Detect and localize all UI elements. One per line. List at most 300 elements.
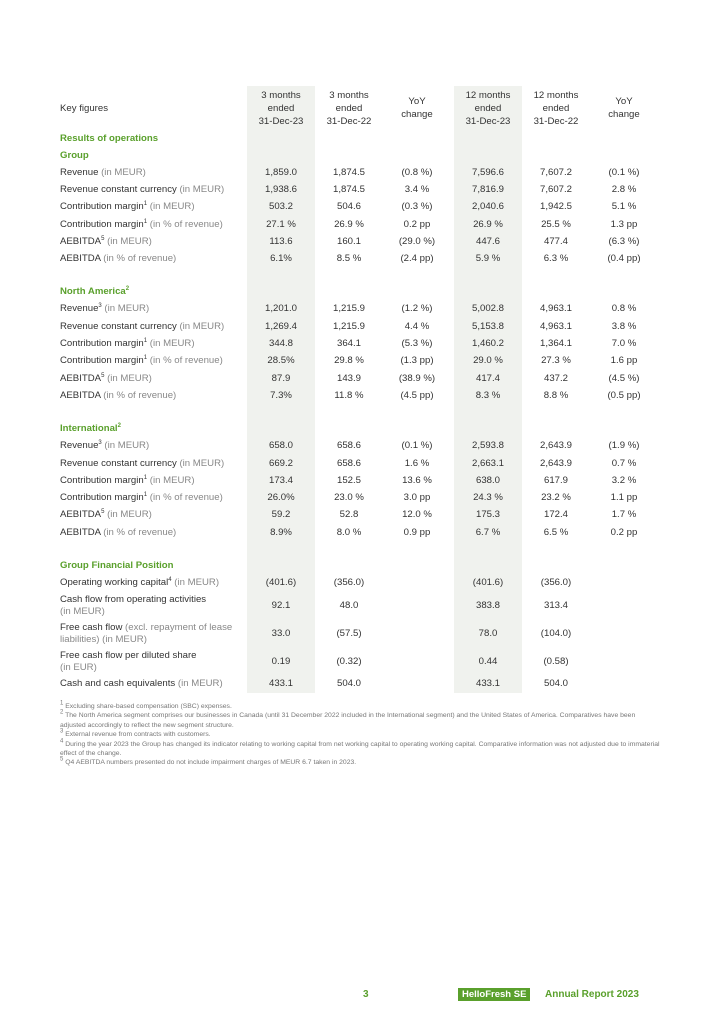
table-row — [57, 370, 658, 387]
row-label-text: AEBITDA — [60, 509, 102, 521]
section-title — [57, 147, 247, 164]
row-label — [57, 592, 247, 620]
header-line: YoY — [615, 96, 633, 107]
value-cell: 26.9 % — [334, 218, 364, 230]
value-cell — [590, 620, 658, 648]
value-cell: 160.1 — [336, 235, 361, 247]
value-cell — [590, 648, 658, 676]
empty-cell — [383, 268, 451, 284]
value-cell: 2,593.8 — [454, 438, 522, 455]
row-label — [57, 620, 247, 648]
value-cell: 173.4 — [247, 472, 315, 489]
footnote — [60, 702, 660, 711]
value-cell: 0.8 % — [611, 303, 637, 315]
row-label — [57, 676, 247, 693]
table-row — [57, 164, 658, 181]
value-cell: 1,942.5 — [539, 201, 572, 213]
value-cell: 6.3 % — [543, 253, 569, 265]
header-line: 12 months — [465, 89, 511, 101]
empty-cell — [247, 541, 315, 557]
value-cell: (4.5 pp) — [400, 389, 434, 401]
value-cell: (0.4 pp) — [607, 253, 641, 265]
value-cell: 638.0 — [454, 472, 522, 489]
row-label — [57, 353, 247, 370]
value-cell: 1,859.0 — [247, 164, 315, 181]
section-title-text: Group — [60, 149, 89, 161]
empty-cell — [315, 557, 383, 574]
section-title-text: International — [60, 423, 118, 435]
row-label — [57, 455, 247, 472]
header-col — [315, 86, 383, 130]
table-row — [57, 620, 658, 648]
spacer-row — [57, 268, 658, 284]
value-cell: 1,938.6 — [247, 181, 315, 198]
row-unit: (in MEUR) — [176, 457, 225, 469]
footnote-ref: 5 — [101, 372, 105, 379]
value-cell: 1,364.1 — [539, 338, 572, 350]
value-cell: 1.6 % — [404, 457, 430, 469]
row-label-text: Cash flow from operating activities — [60, 593, 207, 605]
table-row — [57, 387, 658, 404]
row-label-text: AEBITDA — [60, 253, 101, 265]
value-cell: (356.0) — [540, 576, 572, 588]
value-cell: 172.4 — [543, 509, 568, 521]
empty-cell — [454, 541, 522, 557]
value-cell — [383, 592, 451, 620]
value-cell: 7,596.6 — [454, 164, 522, 181]
footnote-number: 1 — [60, 700, 64, 707]
value-cell: 25.5 % — [541, 218, 571, 230]
value-cell — [590, 574, 658, 591]
row-label-text: Contribution margin — [60, 201, 144, 213]
value-cell: 1,460.2 — [454, 335, 522, 352]
header-line: ended — [267, 102, 295, 114]
row-label — [57, 438, 247, 455]
empty-cell — [522, 557, 590, 574]
table-row — [57, 676, 658, 693]
empty-cell — [522, 421, 590, 438]
row-label-text: Free cash flow — [60, 621, 123, 633]
report-title: Annual Report 2023 — [545, 989, 639, 1000]
value-cell: 4,963.1 — [539, 303, 572, 315]
row-label-text: Operating working capital — [60, 576, 169, 588]
row-label-text: AEBITDA — [60, 235, 102, 247]
empty-cell — [454, 405, 522, 421]
row-label-text: Cash and cash equivalents — [60, 678, 176, 690]
table-row — [57, 507, 658, 524]
footnote-ref: 3 — [98, 440, 102, 447]
value-cell: 504.0 — [543, 678, 568, 690]
row-unit: (in MEUR) — [176, 320, 225, 332]
value-cell — [383, 648, 451, 676]
empty-cell — [454, 557, 522, 574]
value-cell: 7.0 % — [611, 338, 637, 350]
row-unit: (in MEUR) — [147, 474, 195, 486]
empty-cell — [57, 405, 247, 421]
row-unit: (in MEUR) — [104, 509, 152, 521]
empty-cell — [522, 405, 590, 421]
row-unit: (in MEUR) — [147, 338, 195, 350]
value-cell: 2,663.1 — [454, 455, 522, 472]
value-cell: 11.8 % — [334, 389, 364, 401]
value-cell: (0.8 %) — [401, 166, 433, 178]
table-row — [57, 199, 658, 216]
row-label — [57, 387, 247, 404]
header-line: ended — [542, 102, 570, 114]
row-unit: (in MEUR) — [171, 576, 220, 588]
value-cell: 5,153.8 — [454, 318, 522, 335]
empty-cell — [247, 130, 315, 147]
value-cell: (1.2 %) — [401, 303, 433, 315]
value-cell: 658.0 — [247, 438, 315, 455]
section-row — [57, 284, 658, 301]
value-cell: 3.8 % — [611, 320, 637, 332]
value-cell: 504.0 — [336, 678, 361, 690]
value-cell: 1,215.9 — [332, 303, 365, 315]
value-cell: (401.6) — [454, 574, 522, 591]
value-cell: 0.9 pp — [403, 526, 431, 538]
header-line: 12 months — [533, 89, 579, 101]
value-cell: (38.9 %) — [398, 372, 436, 384]
value-cell: 152.5 — [336, 474, 361, 486]
footnote — [60, 711, 660, 730]
value-cell: (104.0) — [540, 627, 572, 639]
header-col — [522, 86, 590, 130]
section-title-text: Results of operations — [60, 132, 159, 144]
footnote — [60, 740, 660, 759]
empty-cell — [247, 421, 315, 438]
footnote-number: 4 — [60, 738, 64, 745]
value-cell: 28.5% — [247, 353, 315, 370]
value-cell: 13.6 % — [402, 474, 432, 486]
empty-cell — [454, 284, 522, 301]
value-cell: 5,002.8 — [454, 301, 522, 318]
value-cell: (0.1 %) — [401, 440, 433, 452]
value-cell: 12.0 % — [402, 509, 432, 521]
value-cell: 433.1 — [454, 676, 522, 693]
header-line: change — [608, 109, 640, 120]
value-cell: (0.58) — [543, 655, 569, 667]
row-label-text: Free cash flow per diluted share — [60, 649, 197, 661]
table-row — [57, 455, 658, 472]
empty-cell — [590, 284, 658, 301]
row-label-text: AEBITDA — [60, 372, 102, 384]
value-cell: 1,874.5 — [332, 166, 365, 178]
footnote-ref: 3 — [98, 303, 102, 310]
value-cell: 59.2 — [247, 507, 315, 524]
header-col — [590, 86, 658, 130]
value-cell: (1.9 %) — [608, 440, 640, 452]
row-label — [57, 472, 247, 489]
empty-cell — [454, 147, 522, 164]
value-cell: (5.3 %) — [401, 338, 433, 350]
value-cell: 3.4 % — [404, 183, 430, 195]
value-cell: 658.6 — [336, 457, 361, 469]
empty-cell — [590, 130, 658, 147]
row-label — [57, 370, 247, 387]
value-cell: 383.8 — [454, 592, 522, 620]
value-cell: 5.9 % — [454, 250, 522, 267]
footnote-ref: 1 — [143, 355, 148, 362]
header-line: ended — [474, 102, 502, 114]
value-cell: 344.8 — [247, 335, 315, 352]
value-cell: 1,201.0 — [247, 301, 315, 318]
empty-cell — [383, 147, 451, 164]
header-row — [57, 86, 658, 130]
value-cell: 8.8 % — [543, 389, 569, 401]
value-cell: 504.6 — [336, 201, 361, 213]
value-cell: 2,643.9 — [539, 457, 572, 469]
value-cell: (356.0) — [333, 576, 365, 588]
value-cell: 3.0 pp — [403, 492, 431, 504]
section-title-text: Group Financial Position — [60, 559, 174, 571]
row-unit: (in MEUR) — [176, 183, 225, 195]
row-unit: (in MEUR) — [101, 303, 150, 315]
row-label-text: Contribution margin — [60, 338, 144, 350]
table-row — [57, 250, 658, 267]
value-cell: 78.0 — [454, 620, 522, 648]
row-label-text: Revenue constant currency — [60, 457, 177, 469]
empty-cell — [383, 130, 451, 147]
empty-cell — [57, 541, 247, 557]
row-label — [57, 164, 247, 181]
empty-cell — [383, 284, 451, 301]
empty-cell — [522, 130, 590, 147]
header-line: 31-Dec-22 — [326, 115, 372, 127]
empty-cell — [590, 268, 658, 284]
value-cell: 417.4 — [454, 370, 522, 387]
spacer-row — [57, 541, 658, 557]
header-line: change — [401, 109, 433, 120]
row-label-text: Revenue — [60, 166, 99, 178]
row-unit: (in % of revenue) — [147, 218, 223, 230]
value-cell: 24.3 % — [454, 489, 522, 506]
empty-cell — [590, 557, 658, 574]
row-unit: (in EUR) — [60, 661, 97, 673]
value-cell: 8.0 % — [336, 526, 362, 538]
empty-cell — [383, 541, 451, 557]
value-cell: 7.3% — [247, 387, 315, 404]
row-label-text: Revenue — [60, 303, 99, 315]
footnote-ref: 1 — [143, 201, 148, 208]
footnote — [60, 730, 660, 739]
table-row — [57, 301, 658, 318]
value-cell: 26.9 % — [454, 216, 522, 233]
empty-cell — [590, 421, 658, 438]
value-cell: (0.1 %) — [608, 166, 640, 178]
table-row — [57, 353, 658, 370]
header-line: 3 months — [329, 89, 369, 101]
value-cell: (1.3 pp) — [400, 355, 434, 367]
footnote-text: Q4 AEBITDA numbers presented do not include impairment charges of MEUR 6.7 taken in 2023. — [65, 759, 357, 767]
empty-cell — [315, 284, 383, 301]
table-row — [57, 216, 658, 233]
empty-cell — [454, 421, 522, 438]
empty-cell — [247, 405, 315, 421]
value-cell: 0.2 pp — [403, 218, 431, 230]
row-label — [57, 181, 247, 198]
row-unit: (in MEUR) — [101, 440, 150, 452]
value-cell: 4,963.1 — [539, 320, 572, 332]
row-label — [57, 216, 247, 233]
value-cell: (2.4 pp) — [400, 253, 434, 265]
row-label — [57, 489, 247, 506]
header-line: 3 months — [261, 89, 301, 101]
row-unit: (in % of revenue) — [100, 526, 177, 538]
value-cell: 8.3 % — [454, 387, 522, 404]
row-unit: (in % of revenue) — [147, 492, 223, 504]
row-label — [57, 199, 247, 216]
section-row — [57, 147, 658, 164]
header-line: 31-Dec-23 — [465, 115, 511, 127]
value-cell: 5.1 % — [611, 201, 637, 213]
value-cell: 437.2 — [543, 372, 568, 384]
row-label-text: AEBITDA — [60, 526, 101, 538]
value-cell: 92.1 — [247, 592, 315, 620]
value-cell: 26.0% — [247, 489, 315, 506]
row-label — [57, 233, 247, 250]
empty-cell — [383, 405, 451, 421]
empty-cell — [247, 268, 315, 284]
empty-cell — [247, 557, 315, 574]
value-cell: (57.5) — [336, 627, 362, 639]
header-col — [383, 86, 451, 130]
row-label — [57, 507, 247, 524]
value-cell: 2.8 % — [611, 183, 637, 195]
empty-cell — [383, 557, 451, 574]
footnote-ref: 1 — [143, 474, 148, 481]
value-cell: 1.1 pp — [610, 492, 638, 504]
value-cell: 0.19 — [247, 648, 315, 676]
row-label — [57, 318, 247, 335]
key-figures-table — [57, 86, 658, 693]
footnote-ref: 4 — [168, 576, 172, 583]
value-cell: 2,040.6 — [454, 199, 522, 216]
value-cell — [590, 676, 658, 693]
row-label — [57, 524, 247, 541]
row-label-text: Contribution margin — [60, 218, 144, 230]
empty-cell — [522, 147, 590, 164]
row-unit: (in MEUR) — [175, 678, 223, 690]
value-cell: 8.5 % — [336, 253, 362, 265]
value-cell: (29.0 %) — [398, 235, 436, 247]
row-label — [57, 301, 247, 318]
value-cell: 3.2 % — [611, 474, 637, 486]
value-cell: 447.6 — [454, 233, 522, 250]
value-cell: 364.1 — [336, 338, 361, 350]
table-row — [57, 318, 658, 335]
value-cell: (401.6) — [247, 574, 315, 591]
section-title-text: North America — [60, 286, 126, 298]
row-unit: (in MEUR) — [98, 166, 146, 178]
value-cell: (0.5 pp) — [607, 389, 641, 401]
row-label-text: Revenue constant currency — [60, 320, 177, 332]
value-cell: (6.3 %) — [608, 235, 640, 247]
footnotes — [60, 702, 660, 768]
value-cell: 6.7 % — [454, 524, 522, 541]
value-cell: 33.0 — [247, 620, 315, 648]
footnote-ref: 1 — [143, 491, 148, 498]
row-label-text: Contribution margin — [60, 492, 144, 504]
row-label-text: Contribution margin — [60, 474, 144, 486]
header-line: 31-Dec-22 — [533, 115, 579, 127]
footnote-ref: 5 — [101, 509, 105, 516]
value-cell: 27.1 % — [247, 216, 315, 233]
section-row — [57, 421, 658, 438]
value-cell: 1,215.9 — [332, 320, 365, 332]
header-col — [454, 86, 522, 130]
value-cell: 1,874.5 — [332, 183, 365, 195]
empty-cell — [315, 405, 383, 421]
value-cell: 2,643.9 — [539, 440, 572, 452]
value-cell: 4.4 % — [404, 320, 430, 332]
empty-cell — [522, 268, 590, 284]
table-row — [57, 648, 658, 676]
table-row — [57, 592, 658, 620]
row-label — [57, 335, 247, 352]
table-row — [57, 438, 658, 455]
row-label-text: Revenue — [60, 440, 99, 452]
empty-cell — [315, 541, 383, 557]
value-cell: 23.2 % — [541, 492, 571, 504]
empty-cell — [315, 147, 383, 164]
footnote-ref: 2 — [117, 422, 121, 429]
footnote-text: The North America segment comprises our businesses in Canada (until 31 December 2022 included in the International segment) and the United States of America. Comparatives have been adjusted accordingly to reflect the new segment structure. — [60, 712, 636, 729]
value-cell: 175.3 — [454, 507, 522, 524]
empty-cell — [315, 268, 383, 284]
header-col — [247, 86, 315, 130]
value-cell: (0.32) — [336, 655, 362, 667]
footnote-ref: 1 — [143, 218, 148, 225]
value-cell: 1.6 pp — [610, 355, 638, 367]
footnote-text: During the year 2023 the Group has changed its indicator relating to working capital from net working capital to operating working capital. Comparative information was not adjusted due to immaterial effect of the change. — [60, 740, 660, 758]
empty-cell — [454, 130, 522, 147]
value-cell: 113.6 — [247, 233, 315, 250]
table-row — [57, 181, 658, 198]
section-title — [57, 421, 247, 438]
empty-cell — [522, 541, 590, 557]
value-cell: 617.9 — [543, 474, 568, 486]
spacer-row — [57, 405, 658, 421]
footnote-number: 2 — [60, 710, 64, 717]
value-cell: 1.7 % — [611, 509, 637, 521]
section-row — [57, 557, 658, 574]
value-cell: 6.1% — [247, 250, 315, 267]
table-row — [57, 233, 658, 250]
value-cell: 23.0 % — [334, 492, 364, 504]
header-label: Key figures — [60, 102, 108, 114]
value-cell: 7,816.9 — [454, 181, 522, 198]
footnote-number: 3 — [60, 728, 64, 735]
footnote-ref: 1 — [143, 337, 148, 344]
value-cell: 52.8 — [339, 509, 359, 521]
row-label-text: Revenue constant currency — [60, 183, 177, 195]
value-cell: 0.7 % — [611, 457, 637, 469]
row-label — [57, 574, 247, 591]
table-row — [57, 574, 658, 591]
value-cell: 433.1 — [247, 676, 315, 693]
empty-cell — [590, 405, 658, 421]
value-cell: 1.3 pp — [610, 218, 638, 230]
value-cell — [590, 592, 658, 620]
empty-cell — [590, 541, 658, 557]
empty-cell — [57, 268, 247, 284]
row-unit: (excl. repayment of lease liabilities) (in MEUR) — [60, 621, 233, 645]
section-title — [57, 284, 247, 301]
value-cell — [383, 574, 451, 591]
footnote-ref: 2 — [125, 286, 130, 293]
value-cell — [383, 676, 451, 693]
